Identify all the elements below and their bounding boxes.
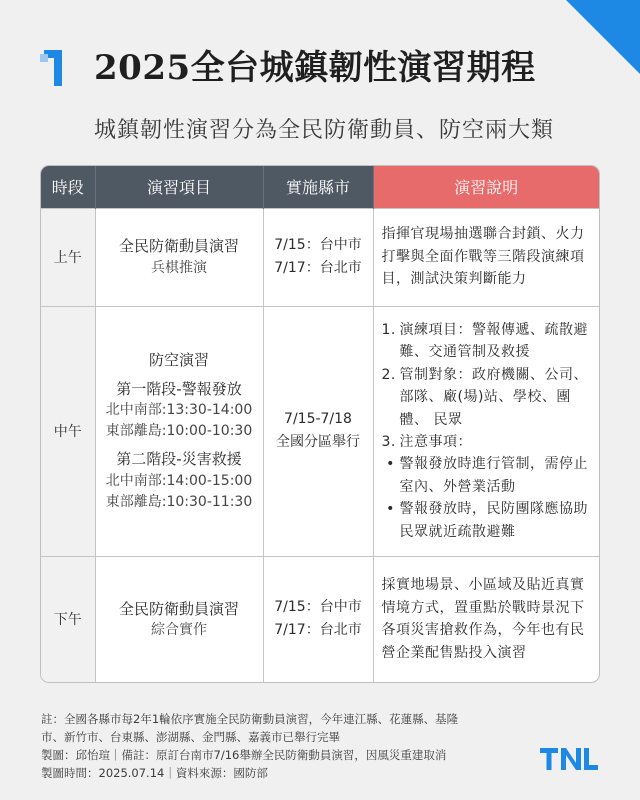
location-line: 7/17：台北市: [274, 260, 362, 276]
location-cell: [263, 306, 373, 556]
brand-mark-icon: [40, 48, 64, 88]
column-header-location: 實施縣市: [263, 166, 373, 208]
column-header-item: 演習項目: [95, 166, 263, 208]
bullet-item: • 警報發放時，民防團隊應協助民眾就近疏散避難: [382, 498, 590, 543]
phase-time: 北中南部:14:00-15:00: [105, 472, 253, 489]
footer-source: 製圖時間：2025.07.14｜資料來源：國防部: [41, 766, 268, 780]
location-cell: [263, 208, 373, 306]
location-line: 全國分區舉行: [276, 434, 360, 450]
location-line: 7/15：台中市: [274, 599, 362, 616]
schedule-table: [41, 166, 599, 682]
period-cell: 中午: [41, 306, 95, 556]
table-row: [41, 208, 599, 306]
item-cell: [95, 556, 263, 682]
column-header-period: 時段: [41, 166, 95, 208]
list-item: 3. 注意事項：: [381, 434, 472, 450]
location-cell: [263, 556, 373, 682]
footer-credit: 製圖：邱怡瑄｜備註：原訂台南市7/16舉辦全民防衛動員演習，因風災重建取消: [41, 748, 447, 762]
description-cell: [373, 306, 599, 556]
description-cell: 指揮官現場抽選聯合封鎖、火力打擊與全面作戰等三階段演練項目，測試決策判斷能力: [373, 208, 599, 306]
footer-note: 註：全國各縣市每2年1輪依序實施全民防衛動員演習，今年連江縣、花蓮縣、基隆: [41, 712, 459, 726]
item-cell: [95, 208, 263, 306]
bullet-icon: •: [386, 501, 395, 518]
period-cell: 上午: [41, 208, 95, 306]
item-main: 全民防衛動員演習: [118, 237, 239, 256]
phase-time: 北中南部:13:30-14:00: [105, 402, 253, 419]
table-header-row: [41, 166, 599, 208]
list-item: 2. 管制對象：政府機關、公司、部隊、廠(場)站、學校、團體、 民眾: [381, 366, 588, 428]
location-line: 7/15-7/18: [284, 410, 352, 427]
table-row: [41, 556, 599, 682]
item-sub: 綜合實作: [151, 622, 207, 638]
phase-title: 第二階段-災害救援: [116, 450, 242, 469]
period-cell: 下午: [41, 556, 95, 682]
column-header-description: 演習說明: [373, 166, 599, 208]
footer-notes: [41, 710, 521, 782]
description-cell: 採實地場景、小區域及貼近真實情境方式，置重點於戰時景況下各項災害搶救作為，今年也有民營企業配售點投入演習: [373, 556, 599, 682]
footer-note: 市、新竹市、台東縣、澎湖縣、金門縣、嘉義市已舉行完畢: [41, 730, 340, 744]
list-item: 1. 演練項目：警報傳遞、疏散避難、交通管制及救援: [381, 322, 588, 361]
item-main: 全民防衛動員演習: [118, 599, 239, 618]
location-line: 7/15：台中市: [274, 236, 362, 253]
location-line: 7/17：台北市: [274, 622, 362, 639]
page-subtitle: 城鎮韌性演習分為全民防衛動員、防空兩大類: [94, 118, 555, 143]
table-row: [41, 306, 599, 556]
item-main: 防空演習: [148, 351, 209, 370]
page-title: 2025全台城鎮韌性演習期程: [94, 48, 536, 88]
item-sub: 兵棋推演: [151, 259, 207, 276]
phase-time: 東部離島:10:00-10:30: [105, 423, 253, 440]
bullet-item: • 警報發放時進行管制，需停止室內、外營業活動: [382, 453, 590, 498]
phase-title: 第一階段-警報發放: [116, 379, 242, 398]
bullet-icon: •: [386, 456, 395, 473]
item-cell: [95, 306, 263, 556]
phase-time: 東部離島:10:30-11:30: [105, 493, 253, 510]
tnl-logo: [540, 744, 600, 774]
